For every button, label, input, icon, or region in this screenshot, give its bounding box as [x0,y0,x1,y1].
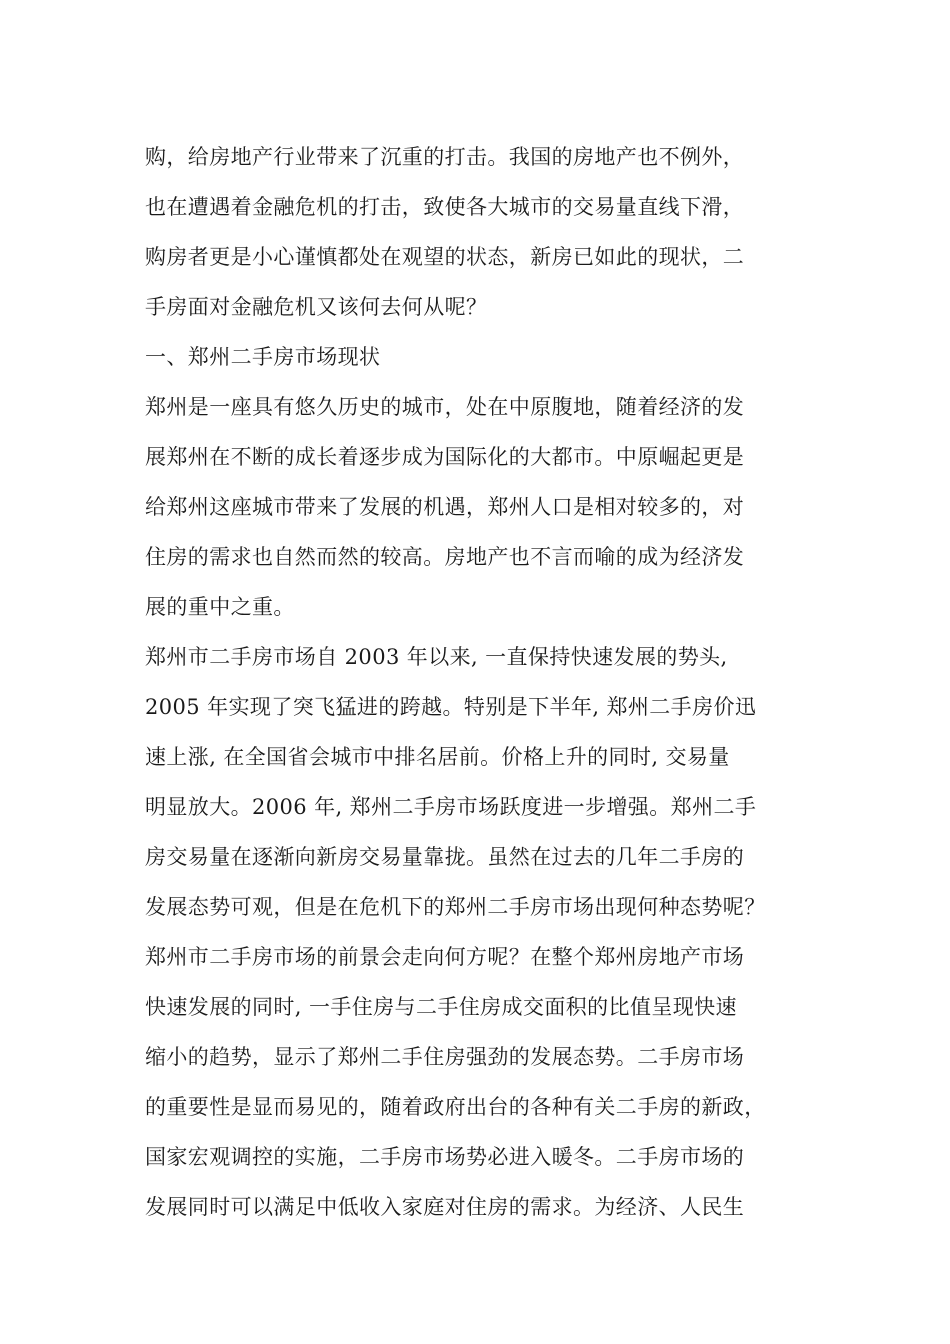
section-heading: 一、郑州二手房市场现状 [145,345,381,369]
text-line: 的重要性是显而易见的，随着政府出台的各种有关二手房的新政， [145,1095,766,1119]
text-line: 快速发展的同时, 一手住房与二手住房成交面积的比值呈现快速 [145,995,737,1019]
text-line: 发展同时可以满足中低收入家庭对住房的需求。为经济、人民生 [145,1195,745,1219]
text-line: 手房面对金融危机又该何去何从呢？ [145,295,488,319]
text-line: 郑州是一座具有悠久历史的城市，处在中原腹地，随着经济的发 [145,395,745,419]
text-line: 给郑州这座城市带来了发展的机遇，郑州人口是相对较多的，对 [145,495,745,519]
text-line: 购，给房地产行业带来了沉重的打击。我国的房地产也不例外， [145,145,745,169]
document-body [145,132,785,1232]
text-line: 郑州市二手房市场的前景会走向何方呢？在整个郑州房地产市场 [145,945,745,969]
text-line: 缩小的趋势，显示了郑州二手住房强劲的发展态势。二手房市场 [145,1045,745,1069]
text-line: 展郑州在不断的成长着逐步成为国际化的大都市。中原崛起更是 [145,445,745,469]
text-line: 房交易量在逐渐向新房交易量靠拢。虽然在过去的几年二手房的 [145,845,745,869]
text-line: 住房的需求也自然而然的较高。房地产也不言而喻的成为经济发 [145,545,745,569]
text-line: 购房者更是小心谨慎都处在观望的状态，新房已如此的现状，二 [145,245,745,269]
text-line: 2005 年实现了突飞猛进的跨越。特别是下半年, 郑州二手房价迅 [145,695,757,719]
text-line: 也在遭遇着金融危机的打击，致使各大城市的交易量直线下滑， [145,195,745,219]
text-line: 明显放大。2006 年, 郑州二手房市场跃度进一步增强。郑州二手 [145,795,757,819]
text-line: 郑州市二手房市场自 2003 年以来, 一直保持快速发展的势头, [145,645,728,669]
text-line: 展的重中之重。 [145,595,295,619]
text-line: 速上涨, 在全国省会城市中排名居前。价格上升的同时, 交易量 [145,745,730,769]
text-line: 国家宏观调控的实施，二手房市场势必进入暖冬。二手房市场的 [145,1145,745,1169]
text-line: 发展态势可观，但是在危机下的郑州二手房市场出现何种态势呢？ [145,895,766,919]
